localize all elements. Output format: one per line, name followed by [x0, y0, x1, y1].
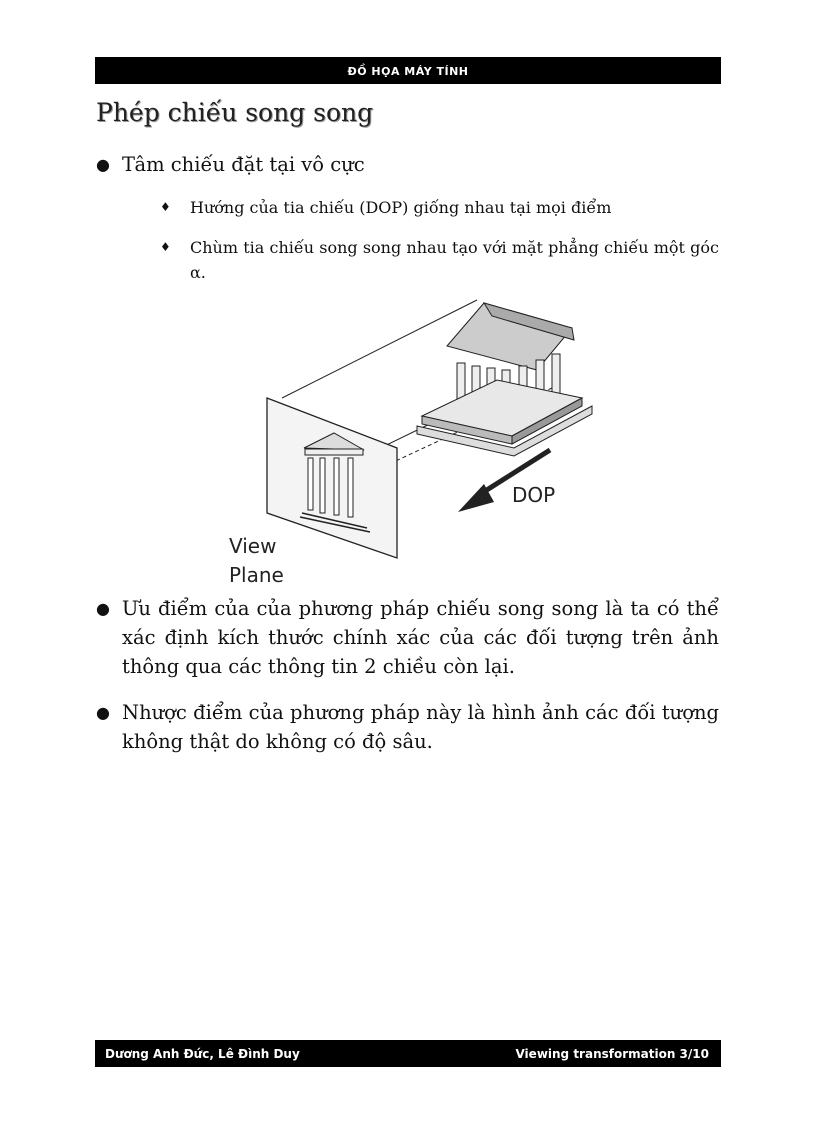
- bullet-dot-icon: ●: [96, 155, 110, 174]
- sub-item: [160, 235, 719, 285]
- bullet-dot-icon: ●: [96, 599, 110, 618]
- footer-authors: Dương Anh Đức, Lê Đình Duy: [105, 1047, 300, 1061]
- parallel-projection-figure: [222, 288, 598, 588]
- diamond-bullet-icon: ♦: [160, 200, 171, 214]
- bullet-text: Tâm chiếu đặt tại vô cực: [122, 153, 365, 176]
- bullet-text: Ưu điểm của của phương pháp chiếu song song là ta có thể xác định kích thước chính xác của các đối tượng trên ảnh thông qua các thông tin 2 chiều còn lại.: [122, 597, 719, 678]
- bullet-dot-icon: ●: [96, 703, 110, 722]
- footer-bar: [95, 1040, 721, 1067]
- sub-item: [160, 195, 719, 220]
- bullet-item: [96, 594, 719, 681]
- view-plane-label-line2: Plane: [229, 563, 284, 587]
- sub-item-text: Chùm tia chiếu song song nhau tạo với mặt phẳng chiếu một góc α.: [190, 238, 719, 282]
- temple-3d: [417, 303, 592, 456]
- dop-label: DOP: [512, 483, 556, 507]
- bullet-text: Nhược điểm của phương pháp này là hình ảnh các đối tượng không thật do không có độ sâu.: [122, 701, 719, 753]
- sub-item-text: Hướng của tia chiếu (DOP) giống nhau tại mọi điểm: [190, 198, 612, 217]
- bullet-item: [96, 150, 719, 179]
- view-plane: [267, 398, 397, 558]
- bullet-item: [96, 698, 719, 756]
- page-title: Phép chiếu song song: [96, 98, 374, 127]
- projection-line: [282, 300, 477, 398]
- view-plane-label-line1: View: [229, 534, 277, 558]
- header-title: ĐỒ HỌA MÁY TÍNH: [347, 65, 469, 78]
- footer-section: Viewing transformation 3/10: [515, 1047, 709, 1061]
- diamond-bullet-icon: ♦: [160, 240, 171, 254]
- header-bar: [95, 57, 721, 84]
